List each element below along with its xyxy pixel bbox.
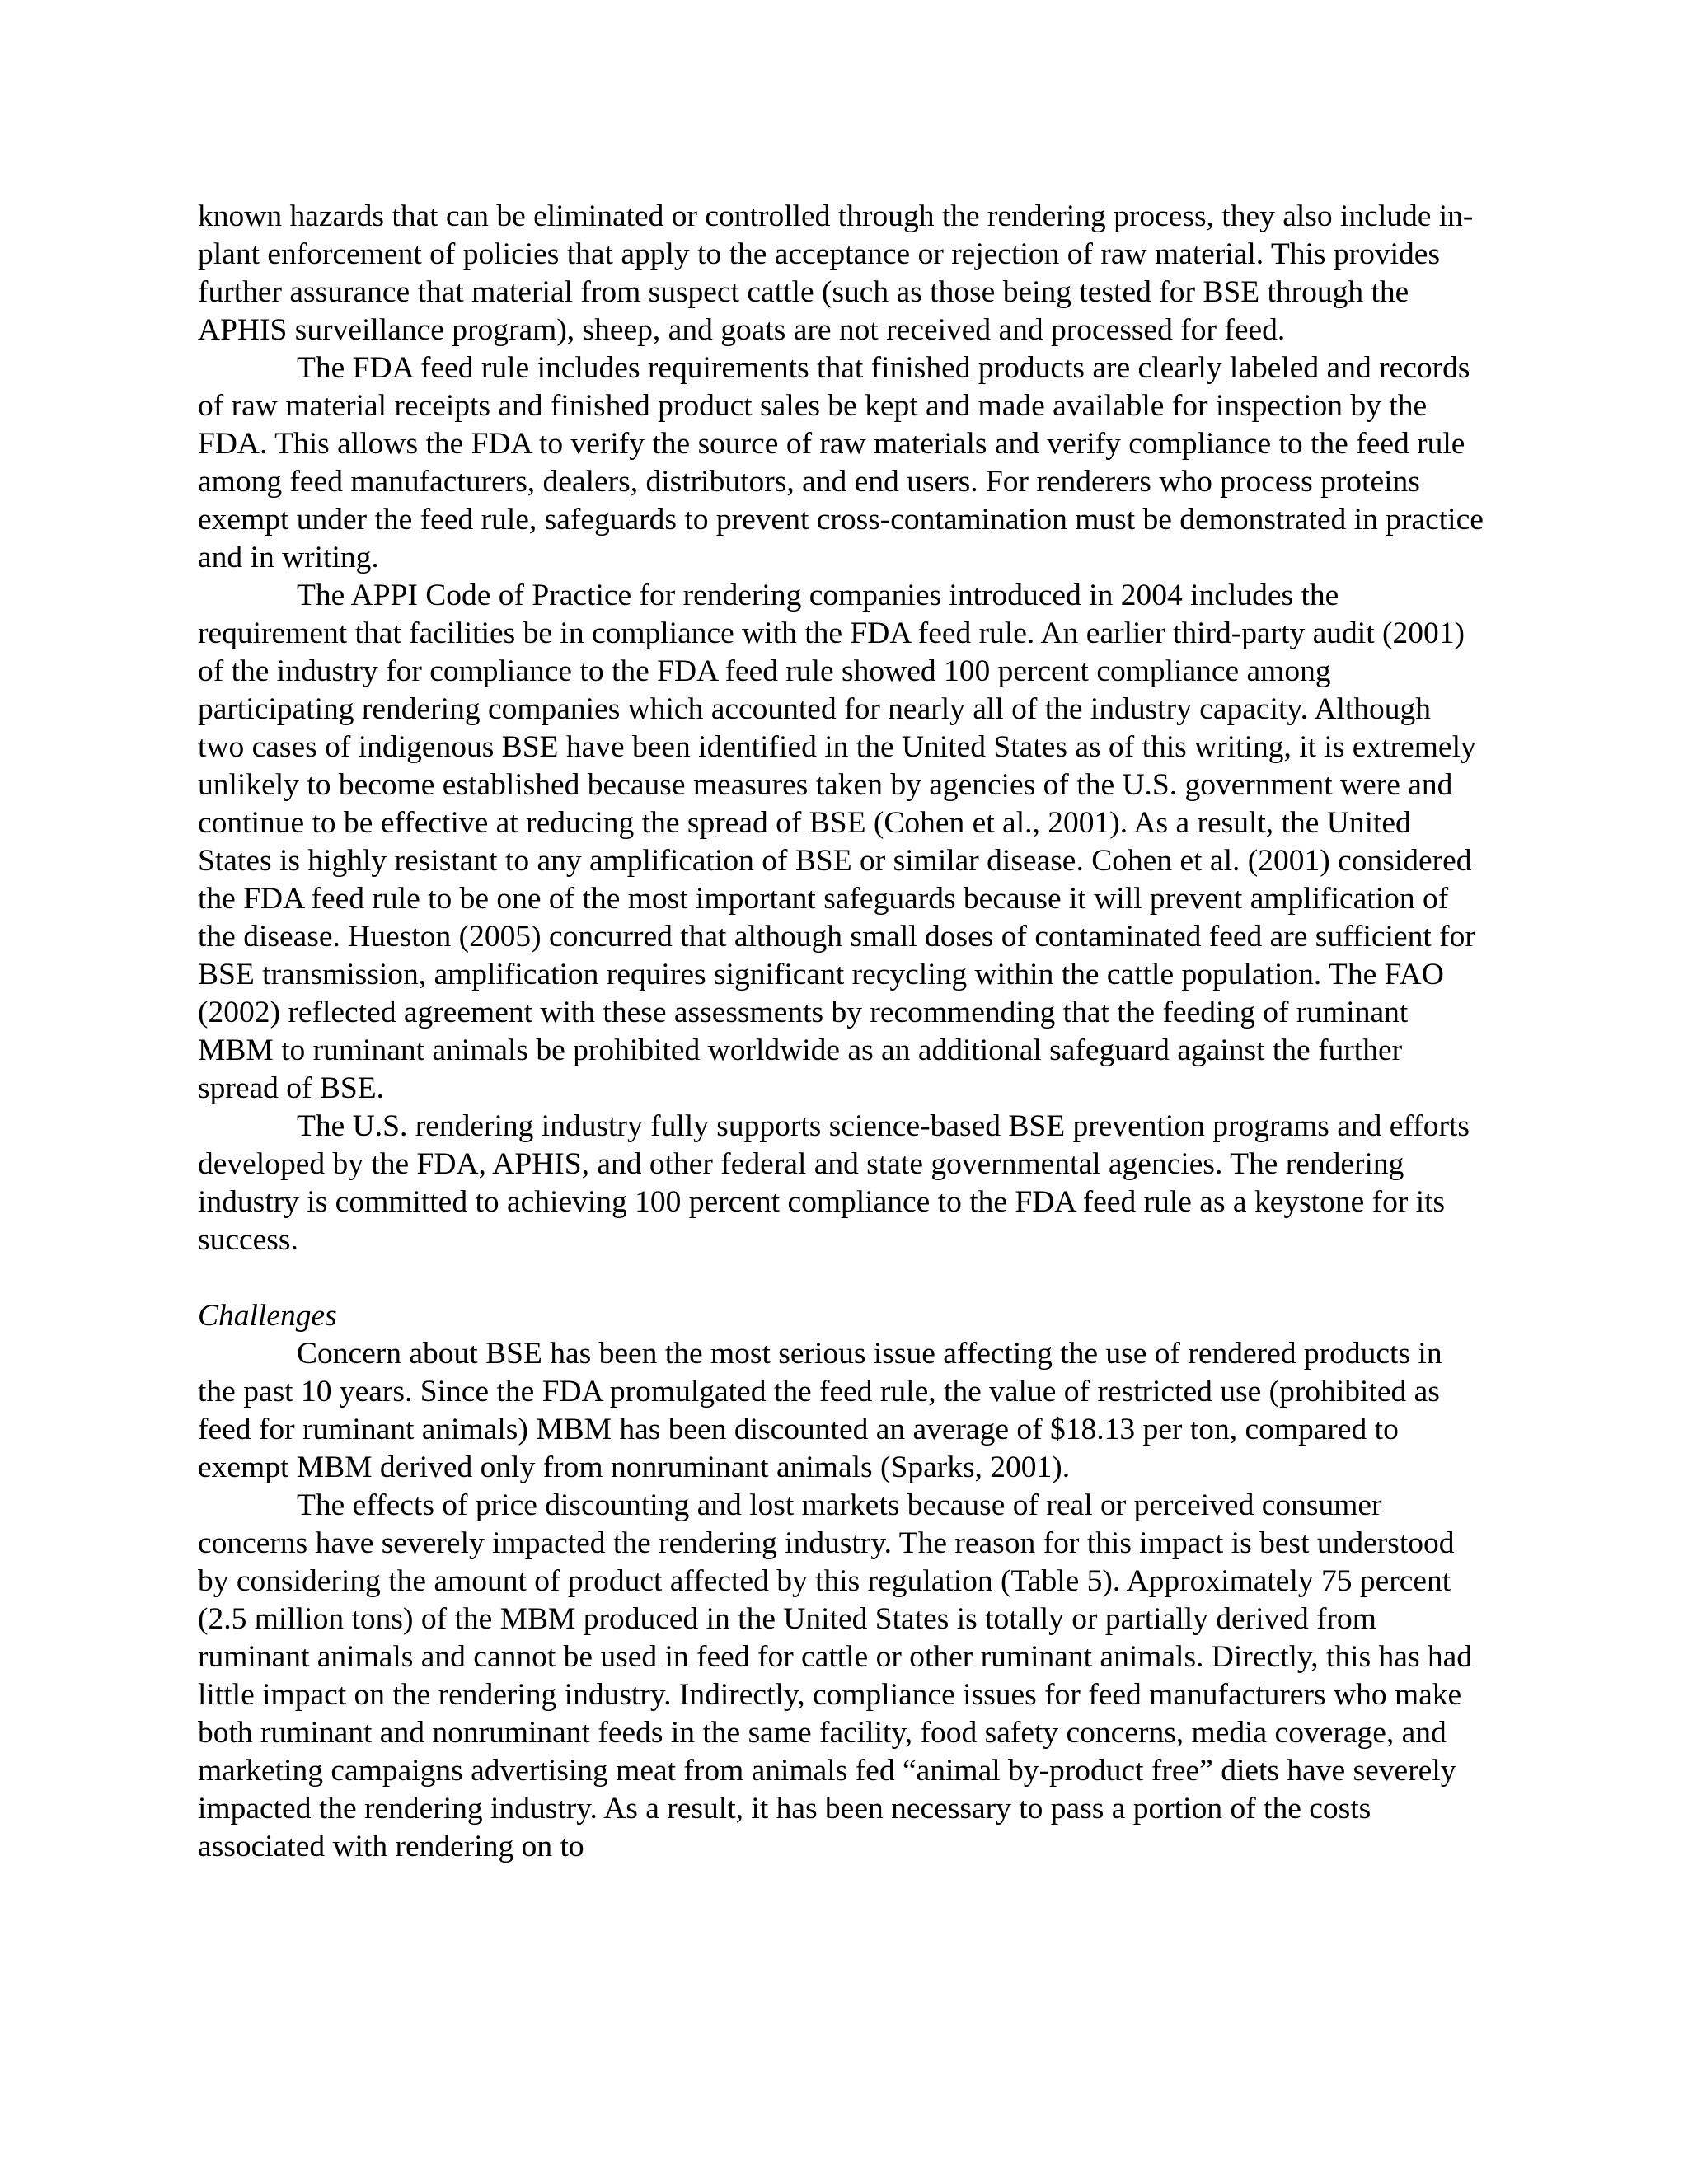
paragraph-feed-rule-labeling: The FDA feed rule includes requirements that finished products are clearly labeled and records of raw material receipts and finished product sales be kept and made available for inspection by the FDA. This allows the FDA to verify the source of raw materials and verify compliance to the feed rule among feed manufacturers, dealers, distributors, and end users. For renderers who process proteins exempt under the feed rule, safeguards to prevent cross-contamination must be demonstrated in practice and in writing. — [198, 351, 1484, 574]
paragraph-bse-concern: Concern about BSE has been the most serious issue affecting the use of rendered products in the past 10 years. Since the FDA promulgated the feed rule, the value of restricted use (prohibited as feed for ruminant animals) MBM has been discounted an average of $18.13 per ton, compared to exempt MBM derived only from nonruminant animals (Sparks, 2001). — [198, 1337, 1442, 1484]
paragraph-price-discounting: The effects of price discounting and lost markets because of real or perceived consumer concerns have severely impacted the rendering industry. The reason for this impact is best understood by considering the amount of product affected by this regulation (Table 5). Approximately 75 percent (2.5 million tons) of the MBM produced in the United States is totally or partially derived from ruminant animals and cannot be used in feed for cattle or other ruminant animals. Directly, this has had little impact on the rendering industry. Indirectly, compliance issues for feed manufacturers who make both ruminant and nonruminant feeds in the same facility, food safety concerns, media coverage, and marketing campaigns advertising meat from animals fed “animal by-product free” diets have severely impacted the rendering industry. As a result, it has been necessary to pass a portion of the costs associated with rendering on to — [198, 1488, 1473, 1863]
document-page — [198, 198, 1484, 1866]
paragraph-continuation: known hazards that can be eliminated or controlled through the rendering process, they also include in-plant enforcement of policies that apply to the acceptance or rejection of raw material. This provides further assurance that material from suspect cattle (such as those being tested for BSE through the APHIS surveillance program), sheep, and goats are not received and processed for feed. — [198, 199, 1474, 347]
paragraph-appi-code: The APPI Code of Practice for rendering companies introduced in 2004 includes the requirement that facilities be in compliance with the FDA feed rule. An earlier third-party audit (2001) of the industry for compliance to the FDA feed rule showed 100 percent compliance among participating rendering companies which accounted for nearly all of the industry capacity. Although two cases of indigenous BSE have been identified in the United States as of this writing, it is extremely unlikely to become established because measures taken by agencies of the U.S. government were and continue to be effective at reducing the spread of BSE (Cohen et al., 2001). As a result, the United States is highly resistant to any amplification of BSE or similar disease. Cohen et al. (2001) considered the FDA feed rule to be one of the most important safeguards because it will prevent amplification of the disease. Hueston (2005) concurred that although small doses of contaminated feed are sufficient for BSE transmission, amplification requires significant recycling within the cattle population. The FAO (2002) reflected agreement with these assessments by recommending that the feeding of ruminant MBM to ruminant animals be prohibited worldwide as an additional safeguard against the further spread of BSE. — [198, 579, 1476, 1105]
paragraph-industry-support: The U.S. rendering industry fully supports science-based BSE prevention programs and efforts developed by the FDA, APHIS, and other federal and state governmental agencies. The rendering industry is committed to achieving 100 percent compliance to the FDA feed rule as a keystone for its success. — [198, 1109, 1470, 1257]
section-heading-challenges: Challenges — [198, 1299, 337, 1333]
